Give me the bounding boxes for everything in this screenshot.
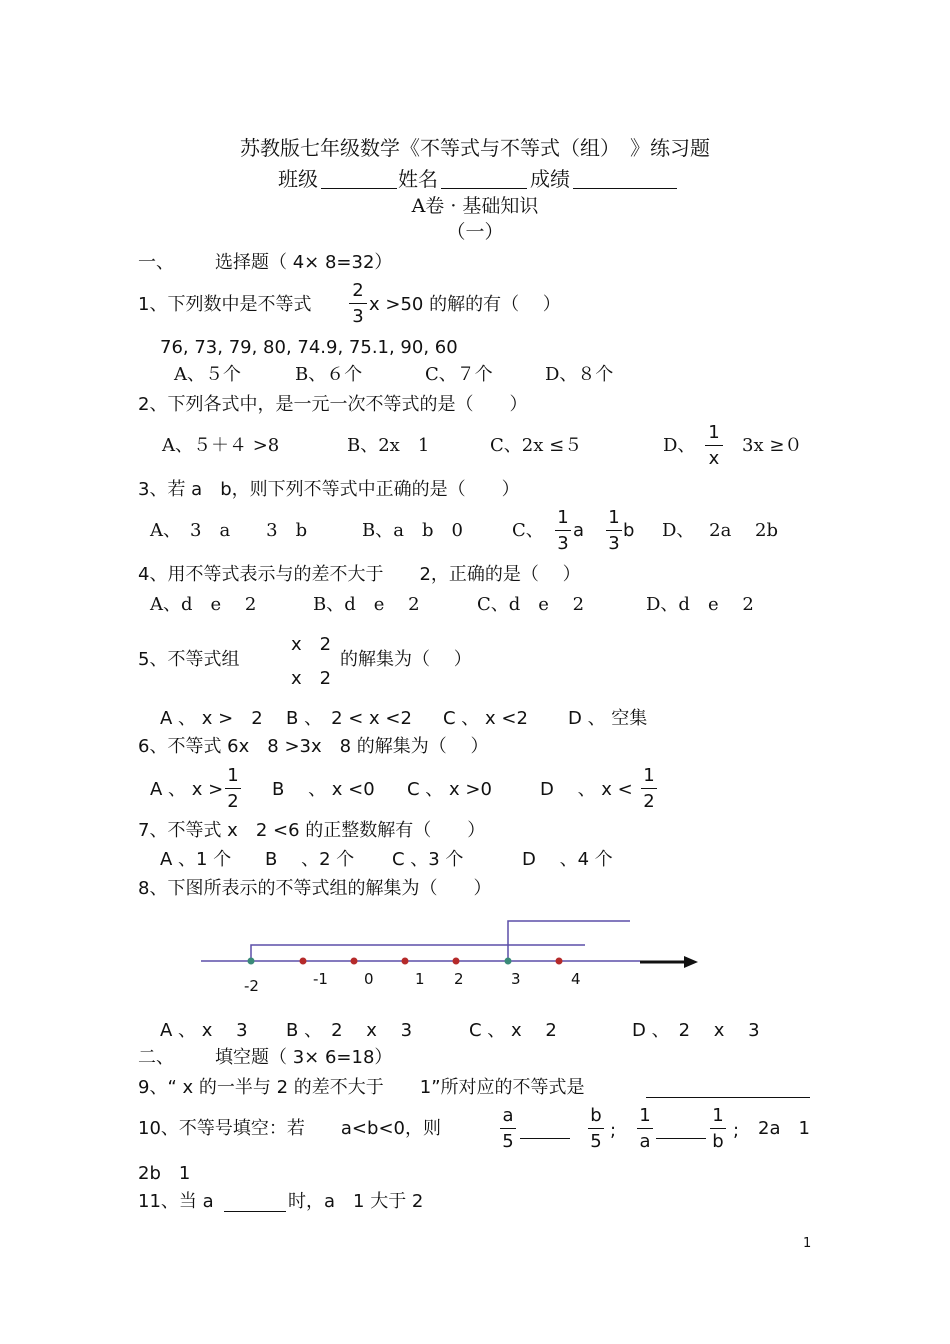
q1-option-c[interactable]: C、７个	[425, 364, 493, 385]
q10-tail: 2a 1	[758, 1118, 810, 1139]
page-number: 1	[803, 1236, 812, 1251]
q1-frac-den: 3	[352, 306, 364, 327]
q11-prompt: 11、当 a	[138, 1191, 214, 1212]
q4-option-b[interactable]: B、d e 2	[313, 594, 420, 615]
q10-separator-1: ;	[610, 1120, 617, 1141]
q10-f4-num: 1	[712, 1105, 724, 1126]
q5-prompt-rest: 的解集为（ ）	[340, 649, 472, 670]
q10-prompt: 10、不等号填空：若 a<b<0，则	[138, 1118, 441, 1139]
q10-f3-num: 1	[639, 1105, 651, 1126]
q3-option-c-var1: a	[573, 520, 585, 541]
fraction-bar	[588, 1128, 604, 1129]
q10-fraction-1b	[710, 1107, 726, 1151]
q2-option-d-rest: 3x ≥０	[742, 435, 803, 456]
q10-fraction-b5	[588, 1107, 604, 1151]
q2-option-d-label[interactable]: D、	[663, 435, 696, 456]
q3-frac1-num: 1	[557, 507, 569, 528]
section2-number: 二、	[138, 1047, 174, 1068]
q1-numbers: 76, 73, 79, 80, 74.9, 75.1, 90, 60	[160, 337, 458, 358]
q10-f1-den: 5	[502, 1131, 514, 1152]
section1-number: 一、	[138, 252, 174, 273]
q7-option-d[interactable]: D 、4 个	[522, 849, 613, 870]
tick-label: 4	[571, 970, 581, 988]
solution-bracket-upper	[508, 921, 630, 961]
q1-option-d[interactable]: D、８个	[545, 364, 614, 385]
section1-title: 选择题（ 4× 8=32）	[215, 252, 393, 273]
q8-option-d[interactable]: D 、 2 x 3	[632, 1020, 760, 1041]
q3-option-c-var2: b	[623, 520, 635, 541]
q2-prompt: 2、下列各式中，是一元一次不等式的是（ ）	[138, 394, 528, 415]
q4-prompt: 4、用不等式表示与的差不大于 2，正确的是（ ）	[138, 564, 581, 585]
q5-prompt: 5、不等式组	[138, 649, 240, 670]
arrow-right-icon	[684, 956, 698, 968]
q6-option-a-label[interactable]: A 、 x >	[150, 779, 224, 800]
tick-label: -2	[244, 977, 259, 995]
tick-label: 1	[415, 970, 425, 988]
fraction-bar	[710, 1128, 726, 1129]
q5-option-b[interactable]: B 、 2 < x <2	[286, 708, 412, 729]
q3-prompt: 3、若 a b，则下列不等式中正确的是（ ）	[138, 479, 520, 500]
section2-title: 填空题（ 3× 6=18）	[215, 1047, 393, 1068]
q10-separator-2: ;	[733, 1120, 740, 1141]
q1-frac-num: 2	[352, 280, 364, 301]
tick-label: 2	[454, 970, 464, 988]
q7-prompt: 7、不等式 x 2 <6 的正整数解有（ ）	[138, 820, 486, 841]
q4-option-a[interactable]: A、d e 2	[150, 594, 257, 615]
q1-prompt: 1、下列数中是不等式	[138, 294, 312, 315]
q7-option-b[interactable]: B 、2 个	[265, 849, 355, 870]
q10-fraction-a5	[500, 1107, 516, 1151]
q3-option-a[interactable]: A、 3 a 3 b	[150, 520, 308, 541]
q6-option-c[interactable]: C 、 x >0	[407, 779, 492, 800]
q5-system-line2: x 2	[291, 668, 332, 689]
fraction-bar	[637, 1128, 653, 1129]
q5-option-c[interactable]: C 、 x <2	[443, 708, 528, 729]
q9-answer-blank[interactable]	[646, 1097, 810, 1098]
q2-option-b[interactable]: B、2x 1	[347, 435, 430, 456]
q6-option-d-label[interactable]: D 、 x <	[540, 779, 633, 800]
q10-f3-den: a	[639, 1131, 651, 1152]
point-0	[351, 958, 358, 965]
q6-d-frac-den: 2	[643, 791, 655, 812]
q11-answer-blank[interactable]	[224, 1211, 286, 1212]
q4-option-c[interactable]: C、d e 2	[477, 594, 585, 615]
q3-option-b[interactable]: B、a b 0	[362, 520, 463, 541]
q8-option-c[interactable]: C 、 x 2	[469, 1020, 557, 1041]
q7-option-c[interactable]: C 、3 个	[392, 849, 464, 870]
point-minus-1	[300, 958, 307, 965]
q10-f1-num: a	[502, 1105, 514, 1126]
q6-option-b[interactable]: B 、 x <0	[272, 779, 375, 800]
q3-frac2-num: 1	[608, 507, 620, 528]
class-label: 班级	[278, 167, 318, 191]
q2-frac-den: x	[708, 448, 720, 469]
fraction-bar	[500, 1128, 516, 1129]
tick-label: 3	[511, 970, 521, 988]
q7-option-a[interactable]: A 、1 个	[160, 849, 232, 870]
q10-blank-2[interactable]	[656, 1138, 706, 1139]
tick-label: 0	[364, 970, 374, 988]
volume-label: A卷 · 基础知识	[411, 195, 539, 217]
q10-f2-den: 5	[590, 1131, 602, 1152]
q3-frac2-den: 3	[608, 533, 620, 554]
q10-f4-den: b	[712, 1131, 724, 1152]
q1-option-b[interactable]: B、６个	[295, 364, 363, 385]
q5-option-d[interactable]: D 、 空集	[568, 708, 648, 729]
q10-blank-1[interactable]	[520, 1138, 570, 1139]
q3-option-d[interactable]: D、 2a 2b	[662, 520, 779, 541]
q3-frac1-den: 3	[557, 533, 569, 554]
q8-option-a[interactable]: A 、 x 3	[160, 1020, 248, 1041]
q6-d-frac-num: 1	[643, 765, 655, 786]
q11-prompt-rest: 时，a 1 大于 2	[288, 1191, 424, 1212]
point-1	[402, 958, 409, 965]
q1-option-a[interactable]: A、５个	[174, 364, 241, 385]
q6-a-frac-den: 2	[227, 791, 239, 812]
point-2	[453, 958, 460, 965]
q4-option-d[interactable]: D、d e 2	[646, 594, 754, 615]
q5-system-line1: x 2	[291, 634, 332, 655]
part-label: （一）	[446, 221, 504, 243]
worksheet-title: 苏教版七年级数学《不等式与不等式（组） 》练习题	[240, 136, 710, 160]
q9-prompt: 9、“ x 的一半与 2 的差不大于 1”所对应的不等式是	[138, 1077, 585, 1098]
q8-option-b[interactable]: B 、 2 x 3	[286, 1020, 413, 1041]
q8-prompt: 8、下图所表示的不等式组的解集为（ ）	[138, 878, 492, 899]
q10-fraction-1a	[637, 1107, 653, 1151]
q2-frac-num: 1	[708, 422, 720, 443]
tick-label: -1	[313, 970, 328, 988]
point-4	[556, 958, 563, 965]
name-label: 姓名	[398, 167, 438, 191]
q1-inequality-rest: x >50 的解的有（ ）	[369, 294, 561, 315]
q2-option-c[interactable]: C、2x ≤５	[490, 435, 583, 456]
q6-prompt: 6、不等式 6x 8 >3x 8 的解集为（ ）	[138, 736, 489, 757]
q10-line2: 2b 1	[138, 1163, 191, 1184]
point-3	[505, 958, 512, 965]
point-minus-2	[248, 958, 255, 965]
q2-option-a[interactable]: A、５＋４ >8	[162, 435, 280, 456]
q6-a-frac-num: 1	[227, 765, 239, 786]
score-label: 成绩	[530, 167, 570, 191]
q3-option-c-label[interactable]: C、	[512, 520, 544, 541]
q5-option-a[interactable]: A 、 x > 2	[160, 708, 263, 729]
q10-f2-num: b	[590, 1105, 602, 1126]
